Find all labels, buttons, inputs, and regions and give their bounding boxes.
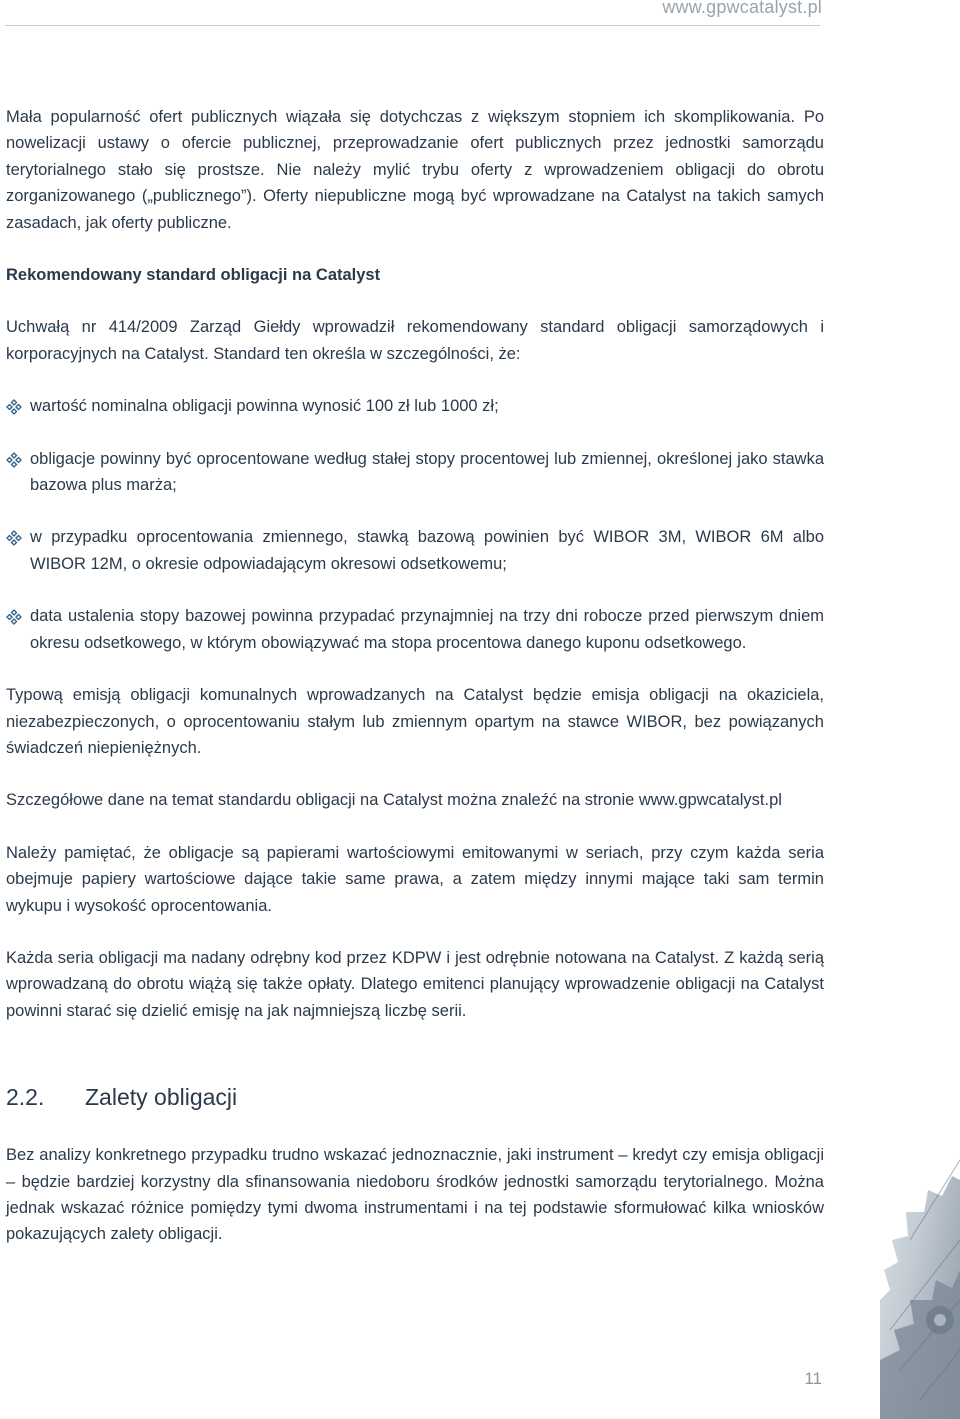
list-item (6, 524, 824, 577)
section-heading (6, 1082, 824, 1112)
standard-list (6, 393, 824, 656)
body-paragraph: Każda seria obligacji ma nadany odrębny kod przez KDPW i jest odrębnie notowana na Catalyst. Z każdą serią wprowadzaną do obrotu wiążą się także opłaty. Dlatego emitenci planujący wprowadzenie obligacji na Catalyst powinni starać się dzielić emisję na jak najmniejszą liczbę serii. (6, 948, 824, 1020)
list-item-text: data ustalenia stopy bazowej powinna przypadać przynajmniej na trzy dni robocze przed pierwszym dniem okresu odsetkowego, w którym obowiązywać ma stopa procentowa danego kuponu odsetkowego. (30, 607, 824, 652)
list-item-text: wartość nominalna obligacji powinna wynosić 100 zł lub 1000 zł; (30, 397, 499, 416)
intro-paragraph: Mała popularność ofert publicznych wiązała się dotychczas z większym stopniem ich skomplikowania. Po nowelizacji ustawy o ofercie publicznej, przeprowadzanie ofert publicznych przez jednostki samorządu terytorialnego stało się prostsze. Nie należy mylić trybu oferty z wprowadzeniem obligacji do obrotu zorganizowanego („publicznego”). Oferty niepubliczne mogą być wprowadzane na Catalyst na takich samych zasadach, jak oferty publiczne. (6, 108, 824, 232)
diamond-bullet-icon (6, 399, 22, 415)
list-item (6, 393, 824, 419)
diamond-bullet-icon (6, 530, 22, 546)
body-paragraph: Szczegółowe dane na temat standardu obligacji na Catalyst można znaleźć na stronie www.gpwcatalyst.pl (6, 791, 782, 810)
page-number: 11 (804, 1369, 822, 1388)
body-paragraph: Należy pamiętać, że obligacje są papierami wartościowymi emitowanymi w seriach, przy czym każda seria obejmuje papiery wartościowe dające takie same prawa, a zatem między innymi mające taki sam termin wykupu i wysokość oprocentowania. (6, 843, 824, 915)
diamond-bullet-icon (6, 452, 22, 468)
gear-decoration-icon (880, 1000, 960, 1419)
list-item (6, 603, 824, 656)
list-item-text: w przypadku oprocentowania zmiennego, stawką bazową powinien być WIBOR 3M, WIBOR 6M albo WIBOR 12M, o okresie odpowiadającym okresowi odsetkowemu; (30, 528, 824, 573)
subheading: Rekomendowany standard obligacji na Catalyst (6, 266, 381, 285)
list-item-text: obligacje powinny być oprocentowane według stałej stopy procentowej lub zmiennej, określonej jako stawka bazowa plus marża; (30, 449, 824, 495)
list-item (6, 446, 824, 499)
section-title: Zalety obligacji (85, 1084, 238, 1111)
body-paragraph: Typową emisją obligacji komunalnych wprowadzanych na Catalyst będzie emisja obligacji na okaziciela, niezabezpieczonych, o oprocentowaniu stałym lub zmiennym opartym na stawce WIBOR, bez powiązanych świadczeń niepieniężnych. (6, 686, 824, 757)
page-content (6, 104, 824, 1248)
section-number: 2.2. (6, 1084, 45, 1111)
diamond-bullet-icon (6, 609, 22, 625)
section-paragraph: Bez analizy konkretnego przypadku trudno wskazać jednoznacznie, jaki instrument – kredyt czy emisja obligacji – będzie bardziej korzystny dla sfinansowania niedoboru środków jednostki samorządu terytorialnego. Można jednak wskazać różnice pomiędzy tymi dwoma instrumentami i na tej podstawie sformułować kilka wniosków pokazujących zalety obligacji. (6, 1146, 824, 1244)
header-divider (5, 25, 820, 26)
header-url[interactable]: www.gpwcatalyst.pl (662, 0, 822, 17)
standard-paragraph: Uchwałą nr 414/2009 Zarząd Giełdy wprowadził rekomendowany standard obligacji samorządowych i korporacyjnych na Catalyst. Standard ten określa w szczególności, że: (6, 318, 824, 363)
